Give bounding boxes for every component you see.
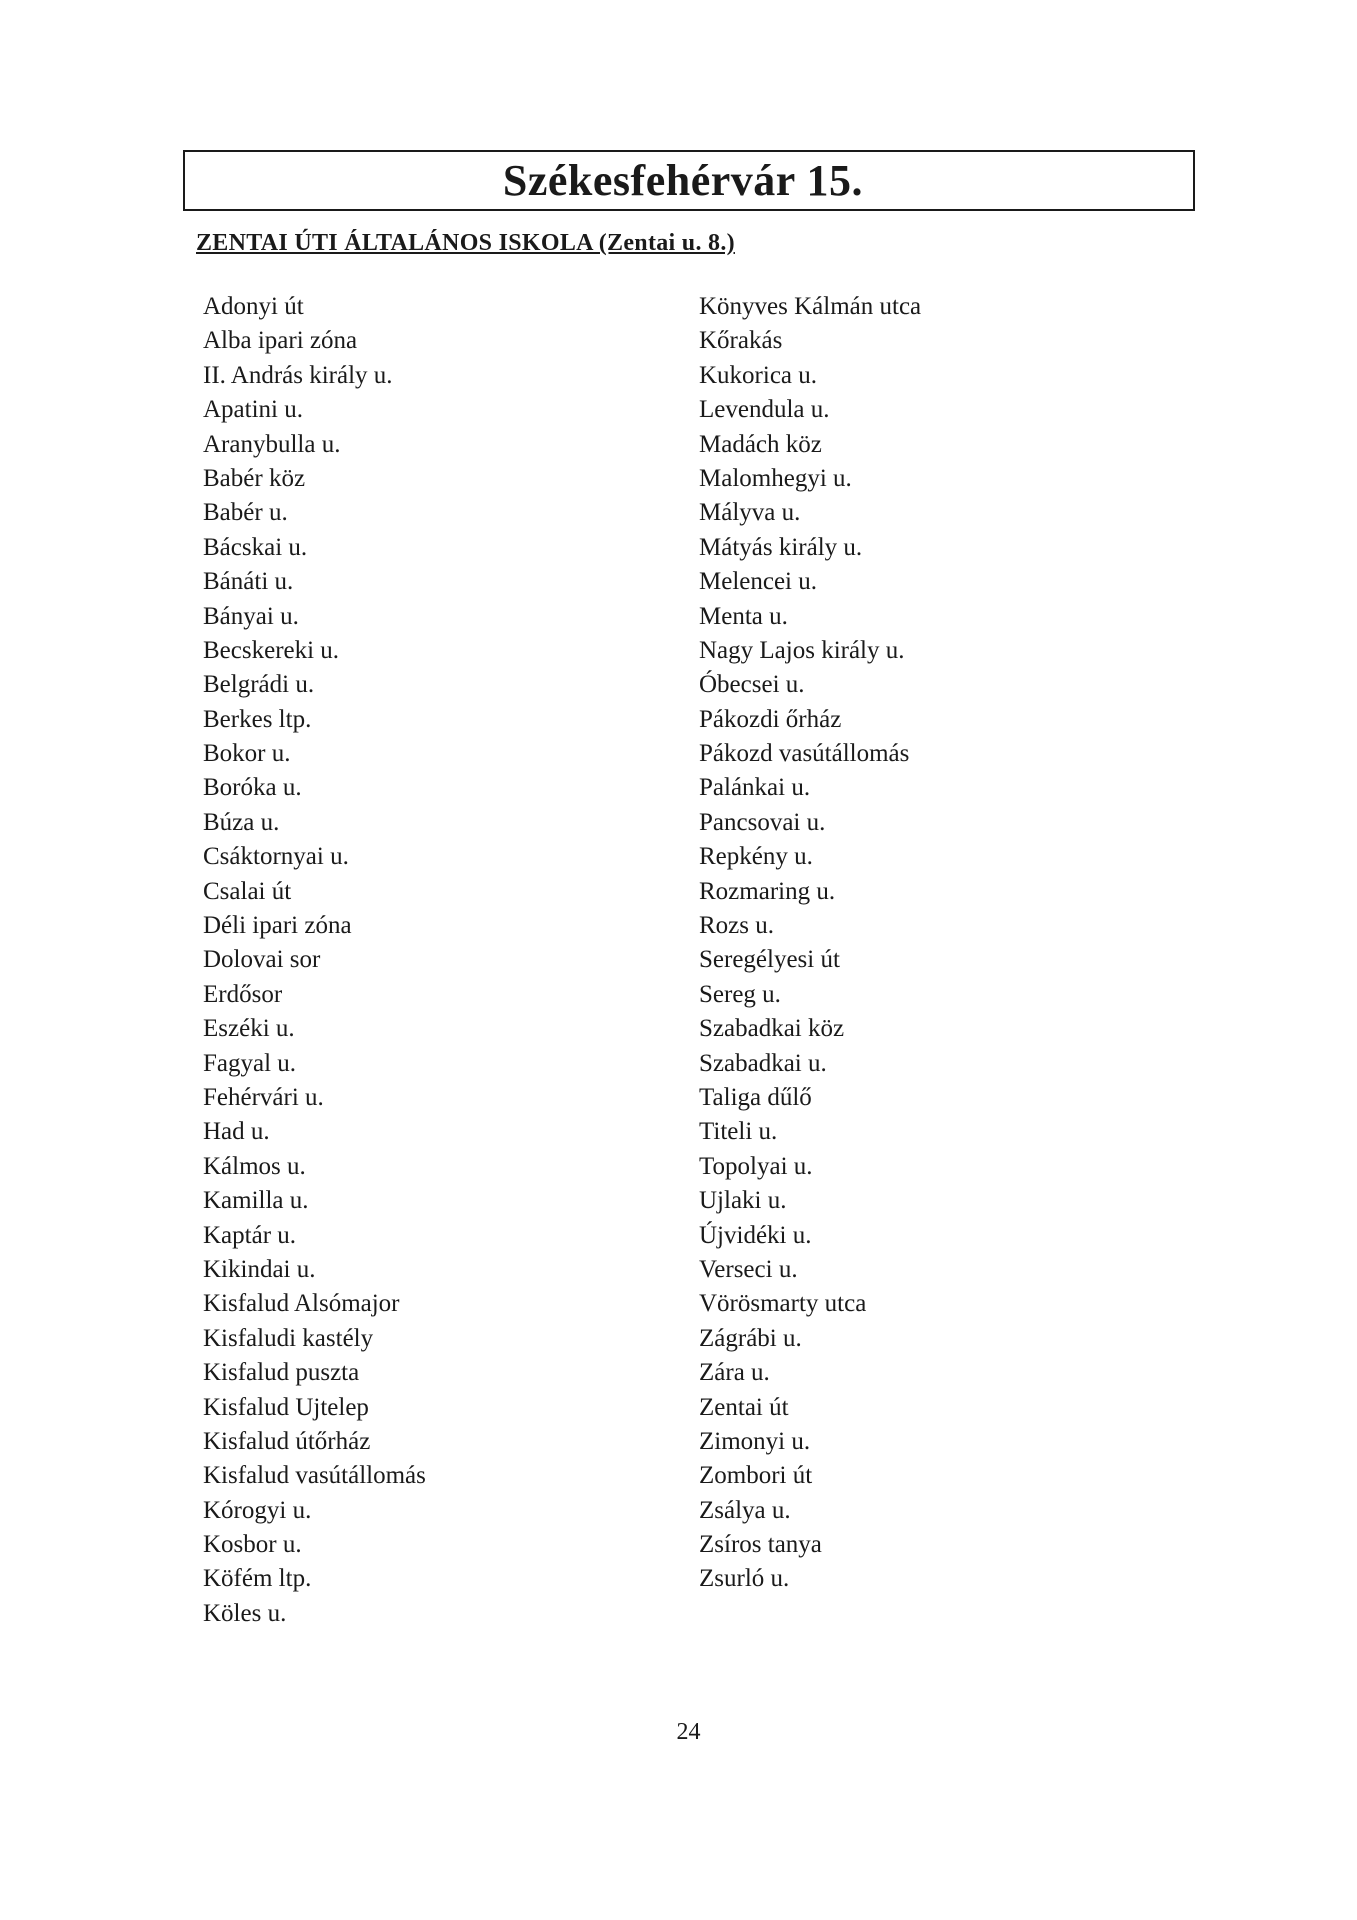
street-item: Zsíros tanya xyxy=(699,1531,822,1559)
street-item: Taliga dűlő xyxy=(699,1083,812,1111)
page-number: 24 xyxy=(676,1719,701,1745)
street-item: Kisfalud Alsómajor xyxy=(203,1290,400,1318)
street-item: Csalai út xyxy=(203,877,292,905)
street-item: Titeli u. xyxy=(699,1118,778,1146)
street-item: Zágrábi u. xyxy=(699,1324,802,1352)
street-item: Kálmos u. xyxy=(203,1152,306,1180)
street-item: Kamilla u. xyxy=(203,1187,309,1215)
street-item: Becskereki u. xyxy=(203,636,340,664)
street-item: Kosbor u. xyxy=(203,1531,302,1559)
street-item: Zsálya u. xyxy=(699,1496,791,1524)
street-item: Kisfaludi kastély xyxy=(203,1324,374,1352)
street-item: Erdősor xyxy=(203,980,283,1008)
street-item: Had u. xyxy=(203,1118,270,1146)
street-item: Melencei u. xyxy=(699,568,818,596)
street-item: Adonyi út xyxy=(203,293,304,320)
street-item: Köles u. xyxy=(203,1599,287,1627)
street-item: Zombori út xyxy=(699,1462,813,1490)
street-item: Kőrakás xyxy=(699,327,783,355)
street-item: Babér köz xyxy=(203,464,306,492)
street-item: Zsurló u. xyxy=(699,1565,790,1593)
street-item: Déli ipari zóna xyxy=(203,912,352,940)
street-item: Babér u. xyxy=(203,499,288,527)
street-item: Kisfalud útőrház xyxy=(203,1427,371,1455)
street-item: Csáktornyai u. xyxy=(203,843,349,871)
street-item: Seregélyesi út xyxy=(699,946,840,974)
page-title: Székesfehérvár 15. xyxy=(502,156,863,205)
street-item: Bokor u. xyxy=(203,740,291,768)
street-item: II. András király u. xyxy=(203,361,393,389)
street-item: Kisfalud vasútállomás xyxy=(203,1462,426,1490)
street-item: Kukorica u. xyxy=(699,361,818,389)
street-item: Mályva u. xyxy=(699,499,801,527)
street-item: Bánáti u. xyxy=(203,568,294,596)
street-item: Bácskai u. xyxy=(203,533,308,561)
street-item: Zára u. xyxy=(699,1359,770,1387)
street-item: Palánkai u. xyxy=(699,774,811,802)
street-item: Rozs u. xyxy=(699,912,774,940)
street-item: Bányai u. xyxy=(203,602,299,630)
street-item: Sereg u. xyxy=(699,980,781,1008)
street-item: Nagy Lajos király u. xyxy=(699,636,905,664)
street-list-left xyxy=(203,290,426,1631)
street-item: Szabadkai u. xyxy=(699,1049,827,1077)
street-item: Aranybulla u. xyxy=(203,430,341,458)
street-item: Kisfalud puszta xyxy=(203,1359,360,1387)
street-item: Rozmaring u. xyxy=(699,877,836,905)
street-item: Apatini u. xyxy=(203,396,303,424)
street-item: Alba ipari zóna xyxy=(203,327,358,355)
street-item: Köfém ltp. xyxy=(203,1565,312,1593)
street-item: Könyves Kálmán utca xyxy=(699,293,922,320)
street-list-right xyxy=(699,290,921,1597)
street-item: Verseci u. xyxy=(699,1255,798,1283)
street-item: Berkes ltp. xyxy=(203,705,312,733)
title-box xyxy=(183,150,1195,211)
street-item: Fehérvári u. xyxy=(203,1083,324,1111)
street-item: Repkény u. xyxy=(699,843,813,871)
street-item: Ujlaki u. xyxy=(699,1187,787,1215)
street-item: Dolovai sor xyxy=(203,946,321,974)
street-item: Kaptár u. xyxy=(203,1221,297,1249)
street-item: Újvidéki u. xyxy=(699,1221,812,1249)
street-item: Menta u. xyxy=(699,602,788,630)
street-item: Fagyal u. xyxy=(203,1049,297,1077)
street-item: Levendula u. xyxy=(699,396,830,424)
street-item: Zentai út xyxy=(699,1393,789,1421)
street-item: Vörösmarty utca xyxy=(699,1290,867,1318)
street-item: Kórogyi u. xyxy=(203,1496,312,1524)
school-heading: ZENTAI ÚTI ÁLTALÁNOS ISKOLA (Zentai u. 8.) xyxy=(196,230,735,256)
street-item: Pancsovai u. xyxy=(699,808,826,836)
street-item: Malomhegyi u. xyxy=(699,464,852,492)
street-item: Madách köz xyxy=(699,430,822,458)
street-item: Mátyás király u. xyxy=(699,533,863,561)
street-item: Pákozdi őrház xyxy=(699,705,842,733)
street-item: Szabadkai köz xyxy=(699,1015,845,1043)
street-item: Zimonyi u. xyxy=(699,1427,811,1455)
street-item: Pákozd vasútállomás xyxy=(699,740,910,768)
street-item: Eszéki u. xyxy=(203,1015,295,1043)
street-item: Boróka u. xyxy=(203,774,302,802)
street-item: Kikindai u. xyxy=(203,1255,316,1283)
street-item: Topolyai u. xyxy=(699,1152,813,1180)
street-item: Búza u. xyxy=(203,808,280,836)
street-item: Óbecsei u. xyxy=(699,671,805,699)
street-item: Belgrádi u. xyxy=(203,671,315,699)
street-item: Kisfalud Ujtelep xyxy=(203,1393,369,1421)
